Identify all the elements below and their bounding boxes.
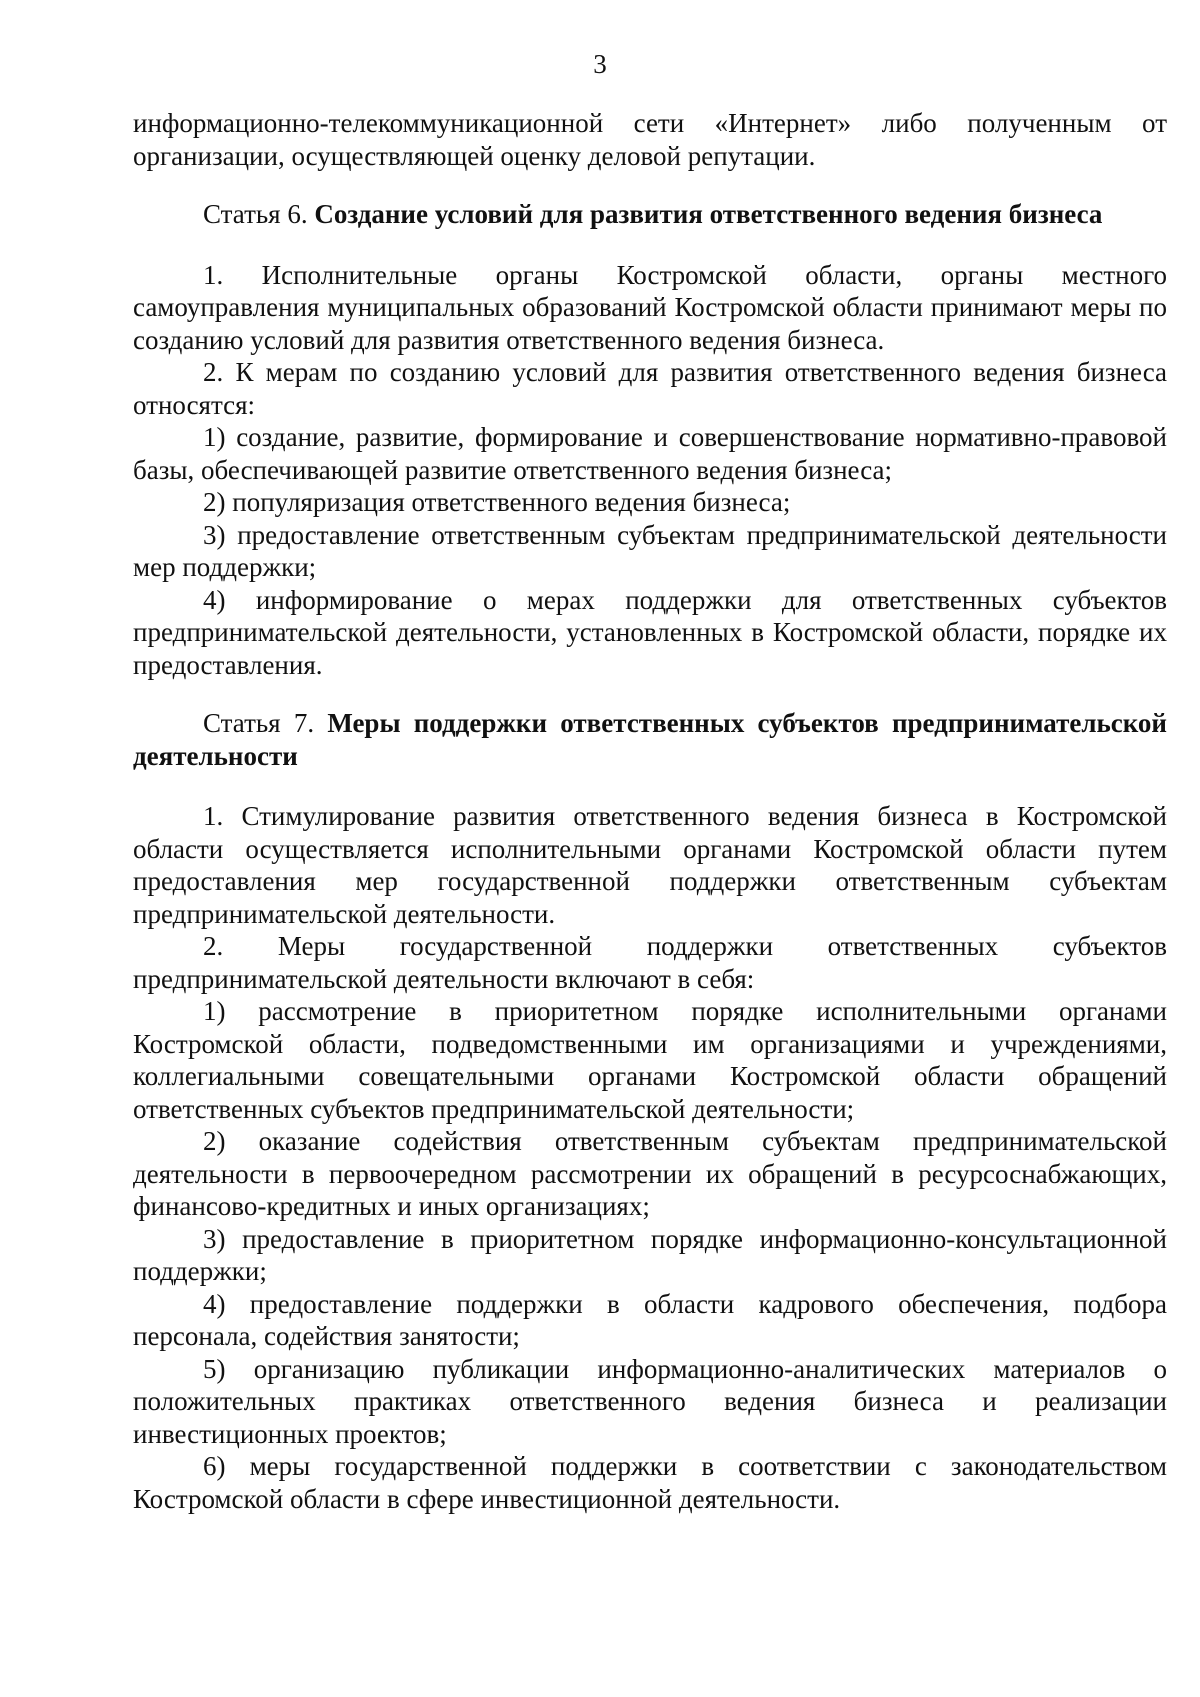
article-7-label: Статья 7. (203, 708, 315, 738)
document-body (133, 107, 1167, 1515)
article-7-list-item: 2) оказание содействия ответственным субъектам предпринимательской деятельности в первоочередном рассмотрении их обращений в ресурсоснабжающих, финансово-кредитных и иных организациях; (133, 1126, 1167, 1221)
article-7-body (133, 800, 1167, 1515)
article-7-list-item: 3) предоставление в приоритетном порядке информационно-консультационной поддержки; (133, 1223, 1167, 1286)
article-7-paragraph: 1. Стимулирование развития ответственного ведения бизнеса в Костромской области осуществляется исполнительными органами Костромской области путем предоставления мер государственной поддержки ответственным субъектам предпринимательской деятельности. (133, 801, 1167, 929)
article-7-list-item: 4) предоставление поддержки в области кадрового обеспечения, подбора персонала, содействия занятости; (133, 1288, 1167, 1351)
article-7-list-item: 1) рассмотрение в приоритетном порядке исполнительными органами Костромской области, подведомственными им организациями и учреждениями, коллегиальными совещательными органами Костромской области обращений ответственных субъектов предпринимательской деятельности; (133, 996, 1167, 1124)
article-7-title: Меры поддержки ответственных субъектов предпринимательской деятельности (133, 708, 1167, 771)
article-6-list-item: 2) популяризация ответственного ведения бизнеса; (203, 487, 791, 517)
article-6-title: Создание условий для развития ответственного ведения бизнеса (314, 199, 1103, 229)
article-6-paragraph: 1. Исполнительные органы Костромской области, органы местного самоуправления муниципальных образований Костромской области принимают меры по созданию условий для развития ответственного ведения бизнеса. (133, 259, 1167, 355)
article-6-heading (133, 198, 1167, 231)
article-6-label: Статья 6. (203, 199, 308, 229)
article-7-list-item: 6) меры государственной поддержки в соответствии с законодательством Костромской области в сфере инвестиционной деятельности. (133, 1451, 1167, 1514)
article-6-body (133, 259, 1167, 682)
article-6-list-item: 3) предоставление ответственным субъектам предпринимательской деятельности мер поддержки; (133, 519, 1167, 582)
article-7-paragraph: 2. Меры государственной поддержки ответственных субъектов предпринимательской деятельности включают в себя: (133, 931, 1167, 994)
article-6-list-item: 1) создание, развитие, формирование и совершенствование нормативно-правовой базы, обеспечивающей развитие ответственного ведения бизнеса; (133, 422, 1167, 485)
article-6-paragraph: 2. К мерам по созданию условий для развития ответственного ведения бизнеса относятся: (133, 357, 1167, 420)
article-7-list-item: 5) организацию публикации информационно-аналитических материалов о положительных практиках ответственного ведения бизнеса и реализации инвестиционных проектов; (133, 1353, 1167, 1449)
article-7-heading (133, 707, 1167, 772)
intro-paragraph: информационно-телекоммуникационной сети «Интернет» либо полученным от организации, осуществляющей оценку деловой репутации. (133, 108, 1167, 171)
article-6-list-item: 4) информирование о мерах поддержки для ответственных субъектов предпринимательской деятельности, установленных в Костромской области, порядке их предоставления. (133, 584, 1167, 680)
page-number: 3 (593, 49, 607, 79)
